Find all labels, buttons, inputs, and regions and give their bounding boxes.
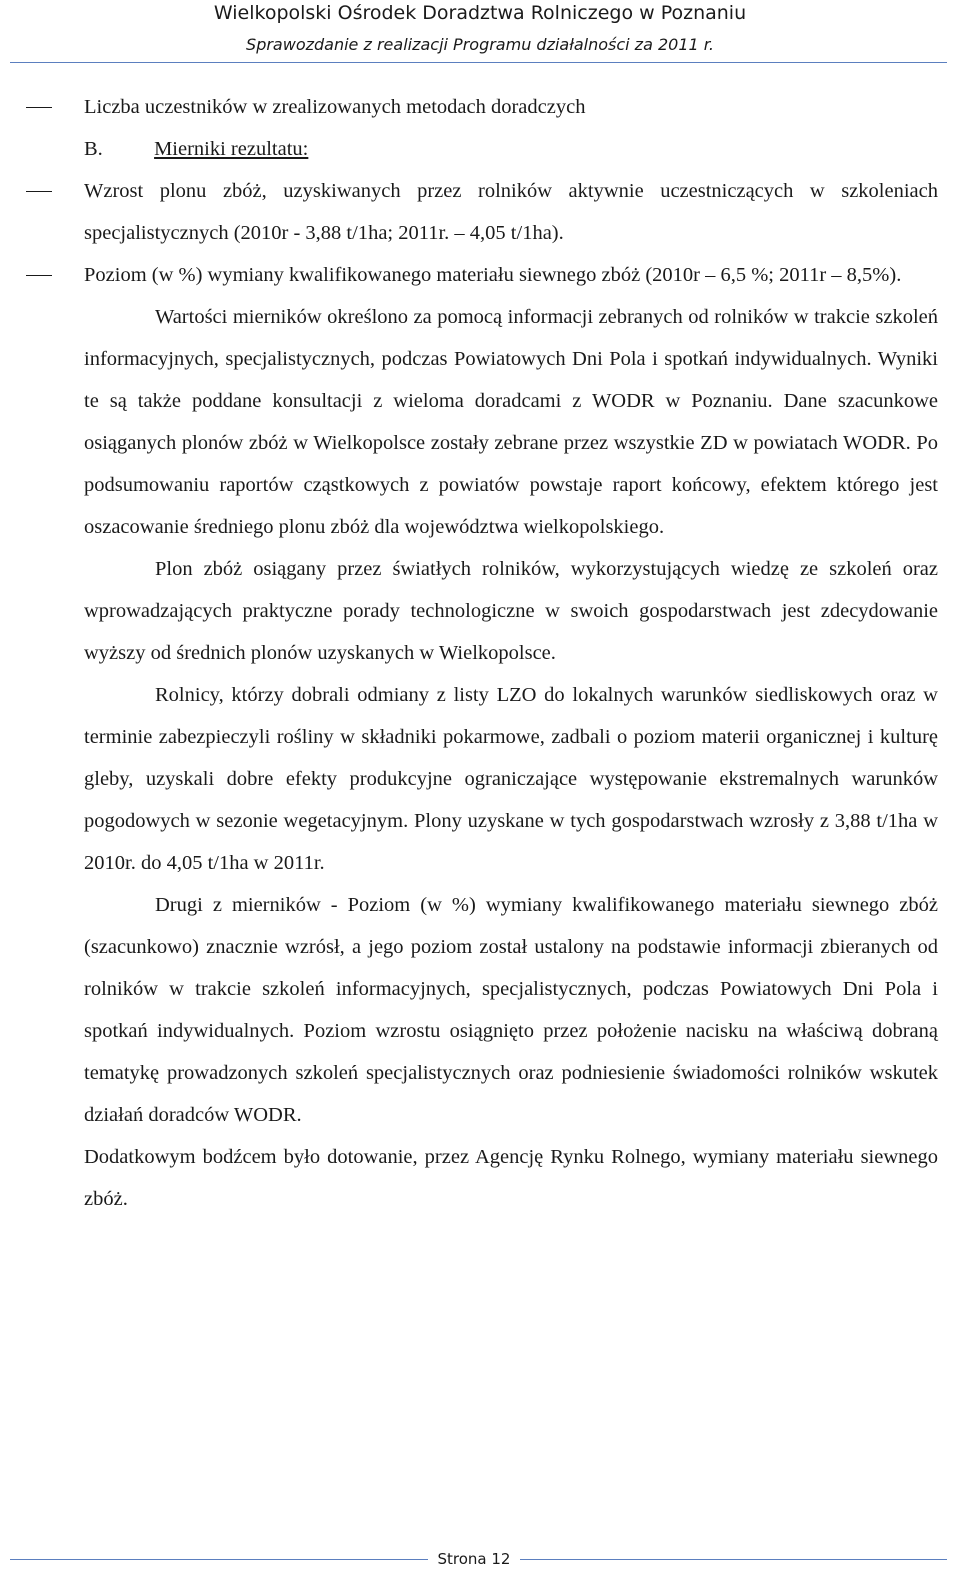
bullet-text: Poziom (w %) wymiany kwalifikowanego materiału siewnego zbóż (2010r – 6,5 %; 2011r – 8,5%). [84,264,902,286]
section-letter: B. [84,138,103,160]
paragraph-yield-farmers: Plon zbóż osiągany przez światłych rolników, wykorzystujących wiedzę ze szkoleń oraz wprowadzających praktyczne porady technologiczne w swoich gospodarstwach jest zdecydowanie wyższy od średnich plonów uzyskanych w Wielkopolsce. [84,558,938,664]
section-title: Mierniki rezultatu: [154,138,309,160]
bullet-item-seed-exchange [84,254,938,296]
section-heading [84,128,938,170]
paragraph-second-indicator: Drugi z mierników - Poziom (w %) wymiany kwalifikowanego materiału siewnego zbóż (szacunkowo) znacznie wzrósł, a jego poziom został ustalony na podstawie informacji zbieranych od rolników w trakcie szkoleń informacyjnych, specjalistycznych, podczas Powiatowych Dni Pola i spotkań indywidualnych. Poziom wzrostu osiągnięto przez położenie nacisku na właściwą dobraną tematykę prowadzonych szkoleń specjalistycznych oraz podniesienie świadomości rolników wskutek działań doradców WODR. [84,894,938,1126]
bullet-item-participants [84,86,938,128]
bullet-text: Liczba uczestników w zrealizowanych metodach doradczych [84,96,586,118]
header-organization: Wielkopolski Ośrodek Doradztwa Rolniczego w Poznaniu [213,2,747,24]
header-divider [10,62,947,63]
header-subtitle: Sprawozdanie z realizacji Programu działalności za 2011 r. [246,35,714,54]
footer-divider-left [10,1559,428,1560]
document-body [84,86,938,1220]
paragraph-measurement-method: Wartości mierników określono za pomocą informacji zebranych od rolników w trakcie szkoleń informacyjnych, specjalistycznych, podczas Powiatowych Dni Pola i spotkań indywidualnych. Wyniki te są także poddane konsultacji z wieloma doradcami z WODR w Poznaniu. Dane szacunkowe osiąganych plonów zbóż w Wielkopolsce zostały zebrane przez wszystkie ZD w powiatach WODR. Po podsumowaniu raportów cząstkowych z powiatów powstaje raport końcowy, efektem którego jest oszacowanie średniego plonu zbóż dla województwa wielkopolskiego. [84,306,938,538]
paragraph-closing: Dodatkowym bodźcem było dotowanie, przez Agencję Rynku Rolnego, wymiany materiału siewnego zbóż. [84,1146,938,1210]
footer-divider-right [520,1559,947,1560]
page-number: Strona 12 [437,1550,511,1568]
paragraph-lzo-varieties: Rolnicy, którzy dobrali odmiany z listy LZO do lokalnych warunków siedliskowych oraz w terminie zabezpieczyli rośliny w składniki pokarmowe, zadbali o poziom materii organicznej i kulturę gleby, uzyskali dobre efekty produkcyjne ograniczające występowanie ekstremalnych warunków pogodowych w sezonie wegetacyjnym. Plony uzyskane w tych gospodarstwach wzrosły z 3,88 t/1ha w 2010r. do 4,05 t/1ha w 2011r. [84,684,938,874]
bullet-item-yield [84,170,938,254]
bullet-text: Wzrost plonu zbóż, uzyskiwanych przez rolników aktywnie uczestniczących w szkoleniach specjalistycznych (2010r - 3,88 t/1ha; 2011r. – 4,05 t/1ha). [84,180,938,244]
